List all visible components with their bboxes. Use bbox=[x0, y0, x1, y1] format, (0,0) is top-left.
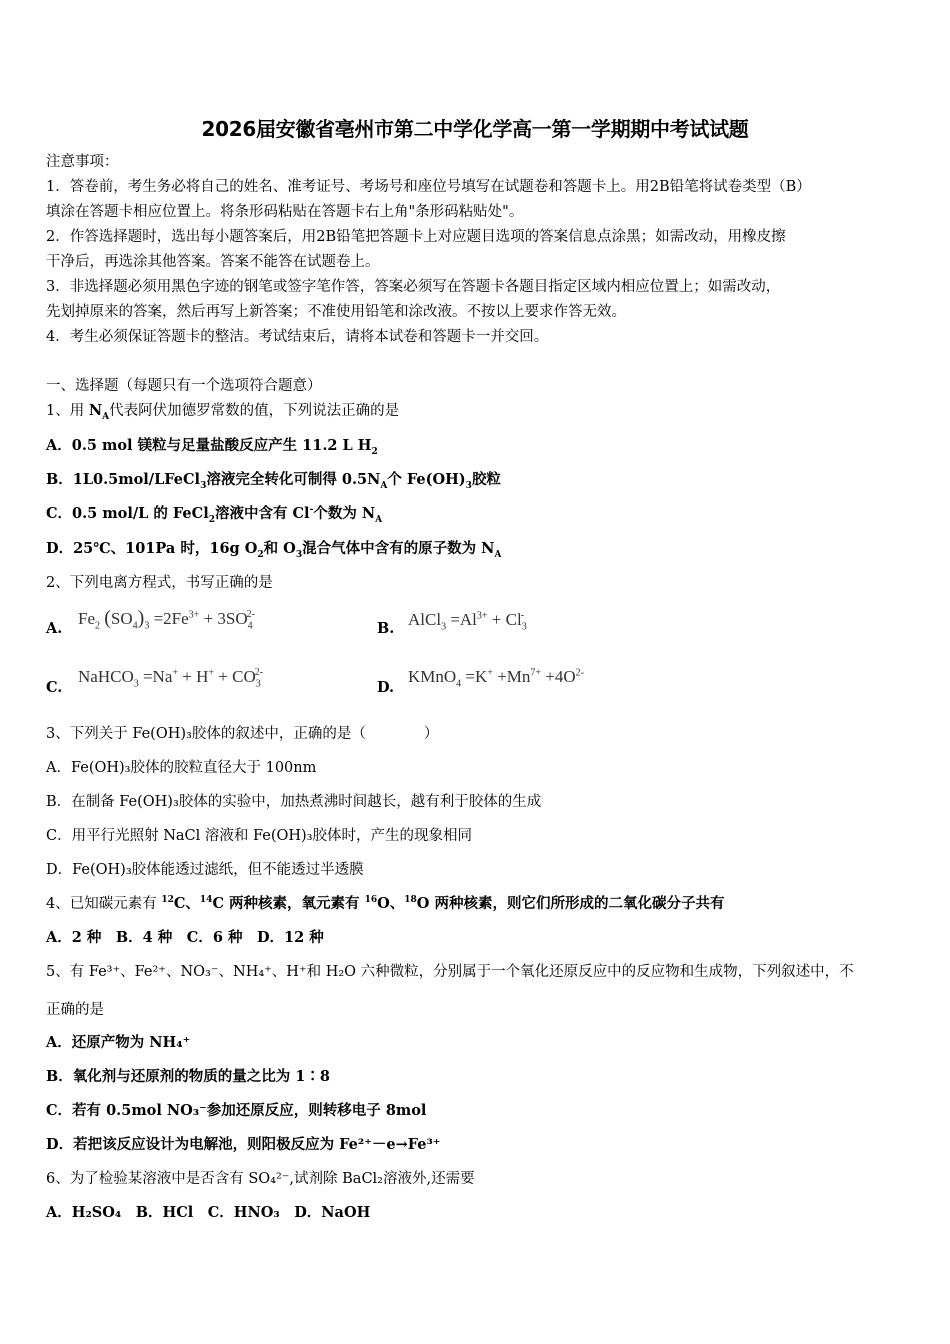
question-2-option-a-formula: $Fe_2$ $(SO_4)_3 =2Fe^{3+} + 3SO_4^{2-}$ bbox=[78, 607, 255, 632]
question-3-option-a: A．Fe(OH)₃胶体的胶粒直径大于 100nm bbox=[46, 760, 317, 776]
exam-title: 2026届安徽省亳州市第二中学化学高一第一学期期中考试试题 bbox=[201, 117, 749, 141]
question-4-options: A．2 种 B．4 种 C．6 种 D．12 种 bbox=[46, 929, 324, 946]
question-2-option-d-formula: KMnO$_4$ $=K^+ +Mn^{7+} +4O^{2-}$ bbox=[408, 667, 584, 690]
question-5-option-b: B．氧化剂与还原剂的物质的量之比为 1∶8 bbox=[46, 1068, 330, 1085]
notes-line: 3．非选择题必须用黑色字迹的钢笔或签字笔作答，答案必须写在答题卡各题目指定区域内相应位置上；如需改动， bbox=[46, 279, 781, 295]
question-1-option-d: D．25℃、101Pa 时，16g $O_2$和 $O_3$混合气体中含有的原子数为 $N_A$ bbox=[46, 540, 502, 560]
question-2-stem: 2、下列电离方程式，书写正确的是 bbox=[46, 575, 273, 591]
question-5-stem-continued: 正确的是 bbox=[46, 1002, 104, 1018]
question-2-option-c-label: C. bbox=[46, 679, 63, 696]
question-4-stem: 4、已知碳元素有 $^{12}$C、$^{14}$C 两种核素，氧元素有 $^{16}$O、$^{18}$O 两种核素，则它们所形成的二氧化碳分子共有 bbox=[46, 895, 725, 912]
question-3-stem: 3、下列关于 Fe(OH)₃胶体的叙述中，正确的是（ ） bbox=[46, 726, 439, 742]
notes-line: 1．答卷前，考生务必将自己的姓名、准考证号、考场号和座位号填写在试题卷和答题卡上。用2B铅笔将试卷类型（B） bbox=[46, 179, 811, 195]
question-1-stem: 1、用 $N_A$代表阿伏加德罗常数的值，下列说法正确的是 bbox=[46, 402, 400, 422]
question-2-option-d-label: D. bbox=[377, 679, 395, 696]
question-5-stem: 5、有 Fe³⁺、Fe²⁺、NO₃⁻、NH₄⁺、H⁺和 H₂O 六种微粒，分别属于一个氧化还原反应中的反应物和生成物，下列叙述中，不 bbox=[46, 964, 854, 980]
question-1-option-b: B．1L0.5mol/LFeCl$_3$溶液完全转化可制得 $0.5N_A$个 $Fe(OH)_3$胶粒 bbox=[46, 471, 501, 491]
notes-line: 干净后，再选涂其他答案。答案不能答在试题卷上。 bbox=[46, 254, 380, 270]
question-2-option-c-formula: NaHCO$_3$ $=Na^+ + H^+ + CO_3^{2-}$ bbox=[78, 667, 264, 690]
notes-line: 填涂在答题卡相应位置上。将条形码粘贴在答题卡右上角"条形码粘贴处"。 bbox=[46, 204, 524, 220]
question-6-options: A．H₂SO₄ B．HCl C．HNO₃ D．NaOH bbox=[46, 1204, 371, 1221]
section-heading: 一、选择题（每题只有一个选项符合题意） bbox=[46, 378, 322, 394]
question-5-option-a: A．还原产物为 NH₄⁺ bbox=[46, 1034, 191, 1051]
notes-heading: 注意事项： bbox=[46, 154, 119, 170]
question-2-option-b-formula: AlCl$_3$ $=Al^{3+} + Cl_3^-$ bbox=[408, 610, 527, 633]
question-3-option-d: D．Fe(OH)₃胶体能透过滤纸，但不能透过半透膜 bbox=[46, 862, 364, 878]
notes-line: 先划掉原来的答案，然后再写上新答案；不准使用铅笔和涂改液。不按以上要求作答无效。 bbox=[46, 304, 626, 320]
question-6-stem: 6、为了检验某溶液中是否含有 SO₄²⁻,试剂除 BaCl₂溶液外,还需要 bbox=[46, 1171, 475, 1187]
question-1-option-c: C．0.5 mol/L 的 FeCl$_2$溶液中含有 Cl-个数为 $N_A$ bbox=[46, 505, 383, 525]
question-1-option-a: A．0.5 mol 镁粒与足量盐酸反应产生 11.2 L $H_2$ bbox=[46, 437, 378, 457]
question-3-option-c: C．用平行光照射 NaCl 溶液和 Fe(OH)₃胶体时，产生的现象相同 bbox=[46, 828, 472, 844]
question-2-option-a-label: A. bbox=[46, 620, 63, 637]
question-5-option-c: C．若有 0.5mol NO₃⁻参加还原反应，则转移电子 8mol bbox=[46, 1102, 427, 1119]
notes-line: 4．考生必须保证答题卡的整洁。考试结束后，请将本试卷和答题卡一并交回。 bbox=[46, 329, 549, 345]
notes-line: 2．作答选择题时，选出每小题答案后，用2B铅笔把答题卡上对应题目选项的答案信息点涂黑；如需改动，用橡皮擦 bbox=[46, 229, 786, 245]
question-3-option-b: B．在制备 Fe(OH)₃胶体的实验中，加热煮沸时间越长，越有利于胶体的生成 bbox=[46, 794, 542, 810]
question-2-option-b-label: B. bbox=[377, 620, 395, 637]
question-5-option-d: D．若把该反应设计为电解池，则阳极反应为 Fe²⁺－e→Fe³⁺ bbox=[46, 1136, 441, 1153]
